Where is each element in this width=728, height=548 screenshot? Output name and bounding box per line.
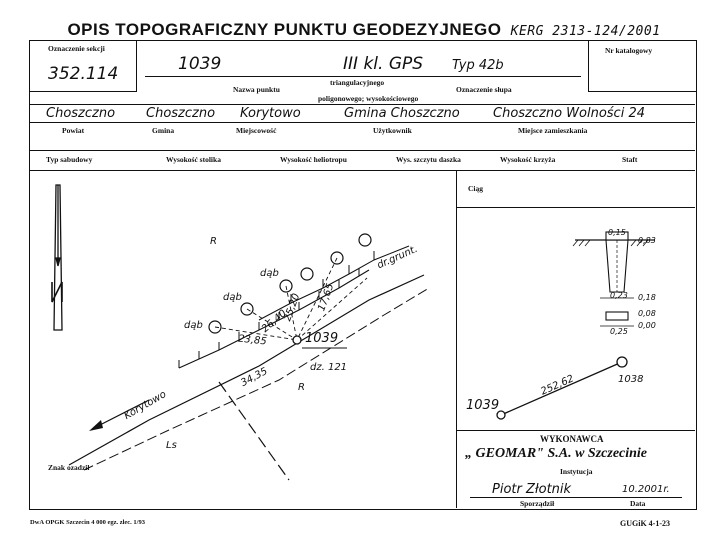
- sketch-d2640: 26,40: [259, 308, 289, 335]
- traverse-from: 1039: [466, 398, 500, 413]
- commune-value: Choszczno: [146, 106, 216, 121]
- section-v015: 0,15: [608, 228, 626, 237]
- section-value: 352.114: [48, 64, 119, 84]
- locality-label: Miejscowość: [236, 126, 277, 135]
- sketch-korytowo: Korytowo: [122, 389, 169, 422]
- staft-label: Staft: [622, 155, 638, 164]
- footer-print-info: DwA OPGK Szczecin 4 000 egz. zlec. 1/93: [30, 519, 145, 526]
- traverse-to: 1038: [618, 374, 644, 385]
- catalog-label: Nr katalogowy: [605, 46, 653, 55]
- point-kind-1: triangulacyjnego: [330, 78, 385, 87]
- traverse-distance: 252,62: [539, 373, 576, 398]
- page-title: [0, 20, 728, 40]
- sketch-ls: Ls: [166, 440, 177, 451]
- heliotrope-height-label: Wysokość heliotropu: [280, 155, 347, 164]
- sketch-d1765: 17,65: [316, 282, 337, 313]
- sketch-drgrunt: dr.grunt.: [375, 243, 420, 272]
- sketch-parcel: dz. 121: [310, 362, 348, 373]
- pillar-label: Oznaczenie słupa: [456, 85, 512, 94]
- sketch-dab-1: dąb: [184, 320, 203, 331]
- section-v083: 0,83: [638, 236, 656, 245]
- contractor-label: WYKONAWCA: [540, 434, 604, 444]
- build-type-label: Typ sabudowy: [46, 155, 93, 164]
- sketch-dab-2: dąb: [223, 292, 242, 303]
- contractor-name: „ GEOMAR" S.A. w Szczecinie: [465, 446, 648, 461]
- point-type: Typ 42b: [452, 58, 504, 73]
- sketch-dab-3: dąb: [260, 268, 279, 279]
- user-label: Użytkownik: [373, 126, 412, 135]
- survey-point-marker: [293, 336, 301, 344]
- commune-label: Gmina: [152, 126, 175, 135]
- section-v023: 0,23: [610, 291, 628, 300]
- sketch-point-number: 1039: [305, 331, 339, 346]
- table-height-label: Wysokość stolika: [166, 155, 221, 164]
- district-value: Choszczno: [46, 106, 116, 121]
- point-class: III kl. GPS: [343, 54, 424, 74]
- point-number: 1039: [178, 54, 222, 74]
- point-kind-2: poligonowego; wysokościowego: [318, 94, 419, 103]
- section-v008: 0,08: [638, 309, 656, 318]
- prepared-by-value: Piotr Złotnik: [492, 482, 572, 497]
- date-label: Data: [630, 499, 646, 508]
- section-v000: 0,00: [638, 321, 656, 330]
- address-label: Miejsce zamieszkania: [518, 126, 588, 135]
- title-text: OPIS TOPOGRAFICZNY PUNKTU GEODEZYJNEGO: [67, 20, 502, 39]
- sketch-r2: R: [298, 382, 305, 393]
- section-v018: 0,18: [638, 293, 656, 302]
- cross-height-label: Wysokość krzyża: [500, 155, 556, 164]
- sketch-r1: R: [210, 236, 217, 247]
- traverse-label: Ciąg: [468, 184, 483, 193]
- roof-height-label: Wys. szczytu daszka: [396, 155, 461, 164]
- section-v025: 0,25: [610, 327, 628, 336]
- prepared-by-label: Sporządził: [520, 499, 555, 508]
- institution-label: Instytucja: [560, 467, 593, 476]
- district-label: Powiat: [62, 126, 85, 135]
- sketch-d2520: 25,20: [282, 292, 303, 323]
- point-name-label: Nazwa punktu: [233, 85, 280, 94]
- address-value: Choszczno Wolności 24: [493, 106, 645, 121]
- ground-mark-label: Znak ozadził: [48, 463, 90, 472]
- sketch-d3435: 34,35: [239, 365, 270, 390]
- traverse-point-to: [617, 357, 627, 367]
- ker-number: KERG 2313-124/2001: [510, 24, 661, 39]
- sketch-d2385: 23,85: [237, 333, 268, 348]
- footer-form-code: GUGiK 4-1-23: [620, 519, 670, 528]
- north-arrow-icon: [52, 185, 62, 330]
- section-label: Oznaczenie sekcji: [48, 44, 105, 53]
- locality-value: Korytowo: [240, 106, 301, 121]
- traverse-diagram: [456, 340, 695, 430]
- date-value: 10.2001r.: [622, 484, 670, 495]
- user-value: Gmina Choszczno: [344, 106, 460, 121]
